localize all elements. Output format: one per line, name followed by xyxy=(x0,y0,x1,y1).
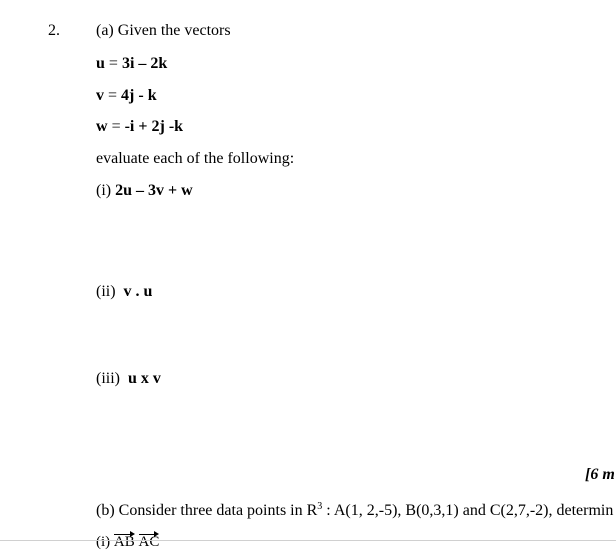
item-ii-label: (ii) xyxy=(96,283,116,300)
item-ii xyxy=(96,283,152,301)
item-i xyxy=(96,182,193,200)
vector-w-line xyxy=(96,118,183,136)
part-b-item-label: (i) xyxy=(96,534,111,550)
vector-w-expr: -i + 2j -k xyxy=(124,118,184,135)
page-divider xyxy=(0,540,616,541)
part-b-superscript: 3 xyxy=(317,501,323,512)
marks-label: [6 m xyxy=(585,466,615,483)
item-ii-expr: v . u xyxy=(123,283,153,300)
vector-v-expr: 4j - k xyxy=(121,87,157,104)
question-number: 2. xyxy=(48,22,60,39)
item-iii xyxy=(96,370,161,388)
vector-u-name: u xyxy=(96,55,105,72)
part-b-text-start: (b) Consider three data points in R xyxy=(96,502,318,519)
part-b-line xyxy=(96,502,613,520)
item-iii-expr: u x v xyxy=(128,370,161,387)
vector-u-line xyxy=(96,55,167,73)
vector-u-eq: = xyxy=(104,55,122,72)
part-a-intro: (a) Given the vectors xyxy=(96,22,231,39)
item-i-label: (i) xyxy=(96,182,112,199)
vector-w-name: w xyxy=(96,118,108,135)
vector-w-eq: = xyxy=(107,118,125,135)
vector-v-eq: = xyxy=(104,87,122,104)
item-iii-label: (iii) xyxy=(96,370,120,387)
vector-u-expr: 3i – 2k xyxy=(121,55,168,72)
part-a-instruction: evaluate each of the following: xyxy=(96,150,295,167)
vector-ab: AB xyxy=(113,534,135,550)
vector-v-name: v xyxy=(96,87,104,104)
vector-ac: AC xyxy=(138,534,160,550)
item-i-expr: 2u – 3v + w xyxy=(115,182,193,199)
vector-v-line xyxy=(96,87,157,105)
part-b-text-end: : A(1, 2,-5), B(0,3,1) and C(2,7,-2), determin xyxy=(322,502,614,519)
